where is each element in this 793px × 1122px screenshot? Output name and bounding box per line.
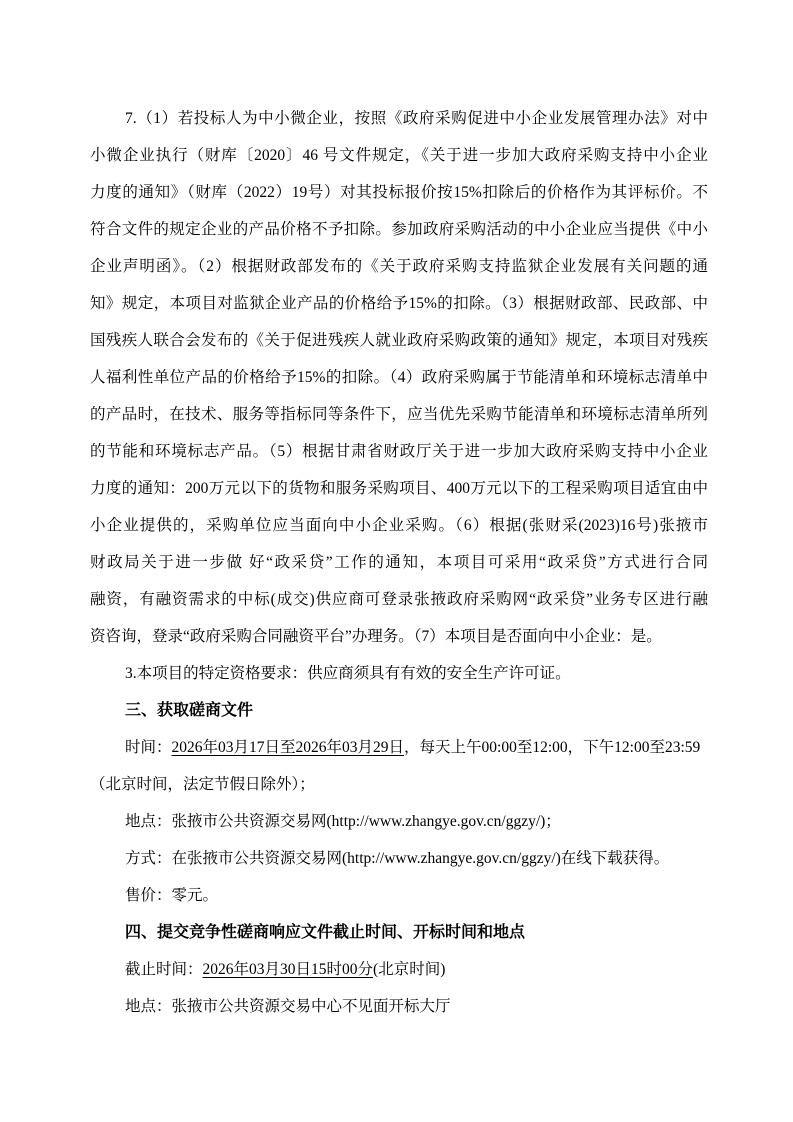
opening-venue-line: 地点：张掖市公共资源交易中心不见面开标大厅 (125, 998, 451, 1015)
body-text-line: 的产品时，在技术、服务等指标同等条件下，应当优先采购节能清单和环境标志清单所列 (90, 406, 708, 423)
body-text-line: 人福利性单位产品的价格给予15%的扣除。（4）政府采购属于节能清单和环境标志清单中 (90, 369, 708, 386)
body-text-line: 融资，有融资需求的中标(成交)供应商可登录张掖政府采购网“政采贷”业务专区进行融 (90, 591, 708, 608)
body-text-line: 的节能和环境标志产品。（5）根据甘肃省财政厅关于进一步加大政府采购支持中小企业 (90, 443, 708, 460)
document-content (90, 100, 708, 1025)
body-text-line: 力度的通知：200万元以下的货物和服务采购项目、400万元以下的工程采购项目适宜由中 (90, 480, 708, 497)
body-text-line: 小企业提供的，采购单位应当面向中小企业采购。（6）根据(张财采(2023)16号)张掖市 (90, 517, 708, 534)
section-4-heading: 四、提交竞争性磋商响应文件截止时间、开标时间和地点 (125, 924, 526, 941)
deadline-line (90, 951, 708, 988)
document-location-line: 地点：张掖市公共资源交易网(http://www.zhangye.gov.cn/ggzy/)； (125, 813, 561, 830)
section-3-heading: 三、获取磋商文件 (125, 702, 254, 719)
document-time-line (90, 729, 708, 766)
body-text-line: 企业声明函》。（2）根据财政部发布的《关于政府采购支持监狱企业发展有关问题的通 (90, 258, 708, 275)
body-text-line: 7.（1）若投标人为中小微企业，按照《政府采购促进中小企业发展管理办法》对中 (125, 110, 708, 127)
deadline-timezone: (北京时间) (373, 961, 446, 978)
document-method-line: 方式：在张掖市公共资源交易网(http://www.zhangye.gov.cn/ggzy/)在线下载获得。 (125, 850, 670, 867)
deadline-label: 截止时间： (125, 961, 203, 978)
body-text-line: 国残疾人联合会发布的《关于促进残疾人就业政府采购政策的通知》规定，本项目对残疾 (90, 332, 708, 349)
body-text-line: 力度的通知》（财库（2022）19号）对其投标报价按15%扣除后的价格作为其评标价。不 (90, 184, 708, 201)
document-price-line: 售价：零元。 (125, 887, 219, 904)
qualification-requirement-line: 3.本项目的特定资格要求：供应商须具有有效的安全生产许可证。 (125, 665, 571, 682)
body-text-line: 资咨询，登录“政府采购合同融资平台”办理务。（7）本项目是否面向中小企业：是。 (90, 628, 662, 645)
time-range-underlined: 2026年03月17日至2026年03月29日 (171, 739, 405, 756)
body-text-line: 符合文件的规定企业的产品价格不予扣除。参加政府采购活动的中小企业应当提供《中小 (90, 221, 708, 238)
time-label: 时间： (125, 739, 172, 756)
body-text-line: 知》规定，本项目对监狱企业产品的价格给予15%的扣除。（3）根据财政部、民政部、中 (90, 295, 708, 312)
body-text-line: 小微企业执行（财库〔2020〕46 号文件规定，《关于进一步加大政府采购支持中小企业 (90, 147, 708, 164)
deadline-date-underlined: 2026年03月30日15时00分 (202, 961, 374, 978)
body-text-line: 财政局关于进一步做 好“政采贷”工作的通知，本项目可采用“政采贷”方式进行合同 (90, 554, 708, 571)
time-detail: ，每天上午00:00至12:00，下午12:00至23:59 (404, 739, 701, 756)
time-line-wrap: （北京时间，法定节假日除外）； (90, 776, 315, 793)
